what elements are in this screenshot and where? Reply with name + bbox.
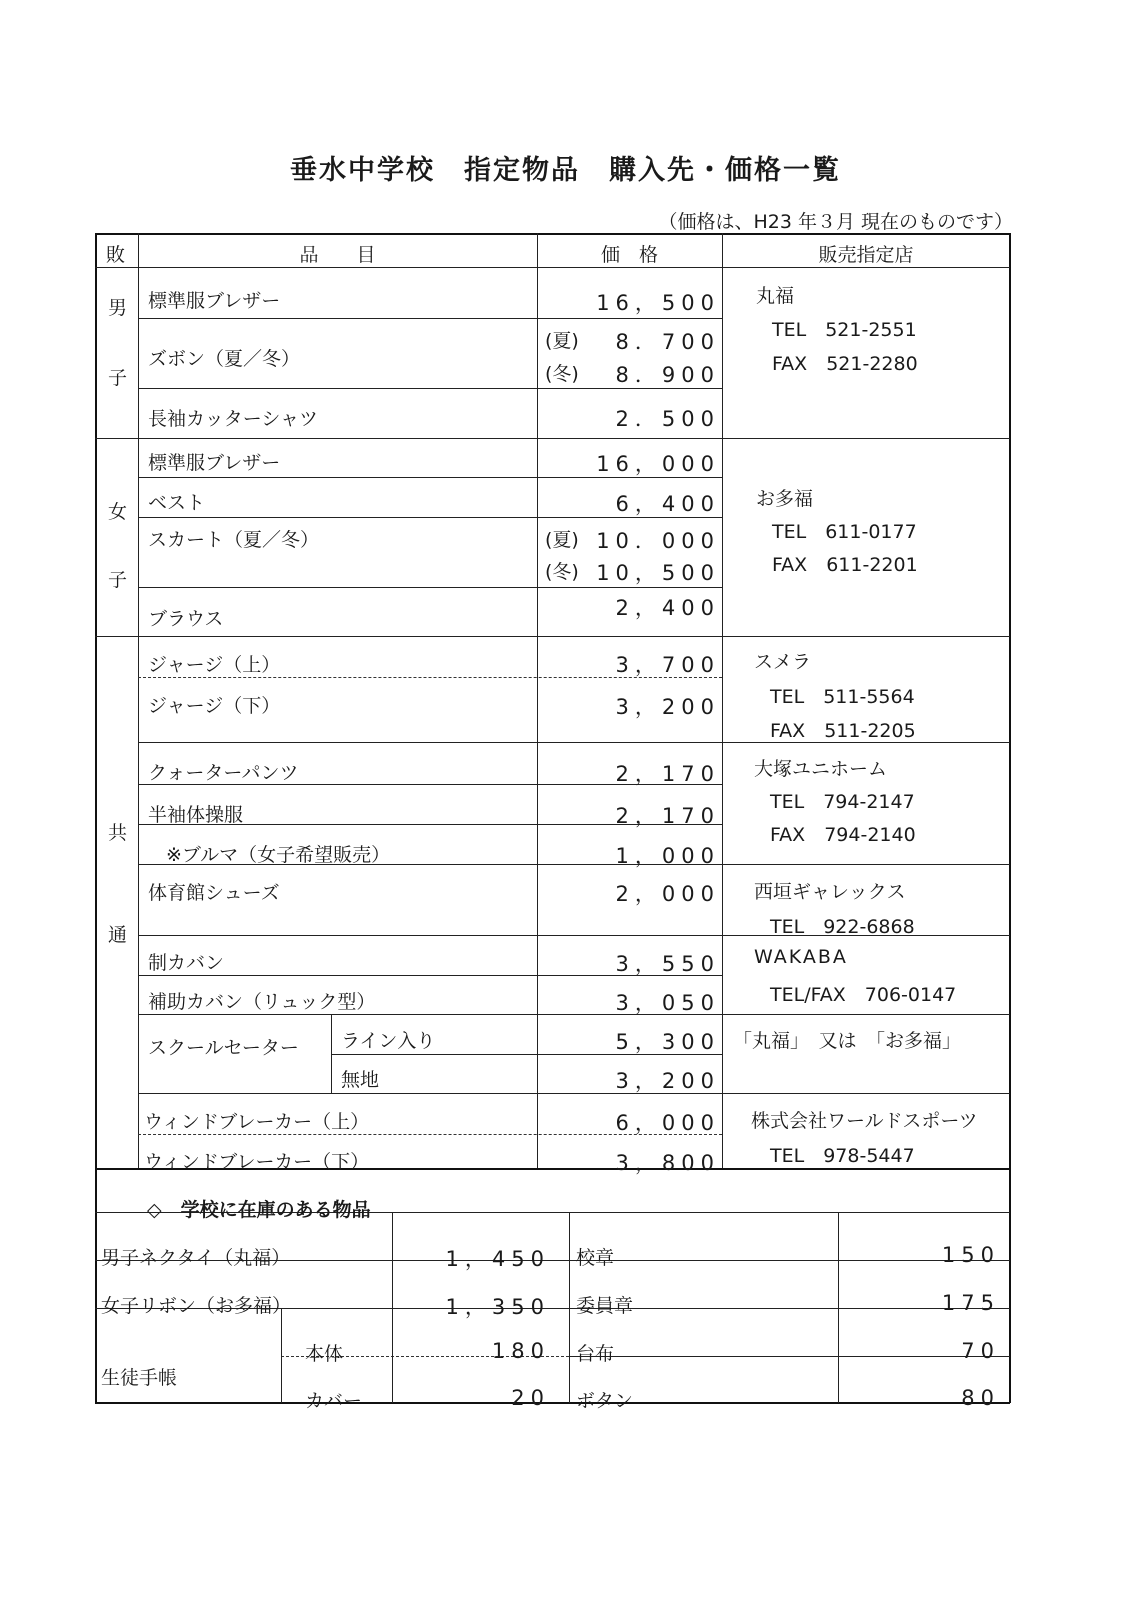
stock-item-name: 生徒手帳: [101, 1367, 178, 1389]
item-name: ウィンドブレーカー（下）: [144, 1151, 370, 1173]
store-fax: FAX 794-2140: [770, 824, 916, 846]
stock-heading: ◇ 学校に在庫のある物品: [147, 1199, 371, 1221]
store-name: 丸福: [756, 285, 795, 307]
stock-item-price: 180: [491, 1339, 550, 1363]
item-name: クォーターパンツ: [148, 762, 299, 784]
item-name: スクールセーター: [148, 1037, 299, 1059]
price-note: （価格は、H23 年３月 現在のものです）: [658, 211, 1013, 233]
store-fax: FAX 611-2201: [772, 554, 918, 576]
store-tel: TEL 794-2147: [770, 791, 915, 813]
item-price: 3，700: [615, 653, 720, 677]
stock-item-variant: カバー: [305, 1390, 363, 1412]
store-tel: TEL 511-5564: [770, 686, 915, 708]
item-price: 2，170: [615, 762, 720, 786]
stock-item-name: 台布: [576, 1343, 615, 1365]
item-name: スカート（夏／冬）: [148, 529, 320, 551]
item-price-winter: 8．900: [615, 363, 720, 387]
item-name: ジャージ（上）: [148, 654, 281, 676]
header-category: 敗: [106, 244, 126, 266]
item-price: 3，200: [615, 695, 720, 719]
item-name: 補助カバン（リュック型）: [148, 991, 376, 1013]
item-price-summer: 10．000: [596, 529, 720, 553]
item-price: 16，000: [596, 452, 720, 476]
season-summer: (夏): [545, 330, 579, 352]
item-price: 2．500: [615, 407, 720, 431]
store-name: スメラ: [754, 651, 812, 673]
item-price: 3，800: [615, 1151, 720, 1175]
item-name: ブラウス: [148, 608, 224, 630]
category-common-2: 通: [108, 924, 128, 946]
stock-item-price: 150: [941, 1243, 1000, 1267]
item-name: 制カバン: [148, 952, 225, 974]
stock-item-price: 1，350: [445, 1295, 550, 1319]
store-name: 大塚ユニホーム: [754, 758, 888, 780]
page-title: 垂水中学校 指定物品 購入先・価格一覧: [290, 155, 841, 186]
category-girls-1: 女: [108, 501, 128, 523]
stock-item-name: 女子リボン（お多福）: [101, 1295, 292, 1317]
item-price: 1，000: [615, 844, 720, 868]
category-girls-2: 子: [108, 569, 128, 591]
item-name: ベスト: [148, 492, 206, 514]
item-price: 2，400: [615, 596, 720, 620]
store-tel: TEL/FAX 706-0147: [770, 984, 957, 1006]
store-fax: FAX 521-2280: [772, 353, 918, 375]
store-name: 株式会社ワールドスポーツ: [751, 1110, 978, 1132]
stock-item-name: 男子ネクタイ（丸福）: [101, 1247, 291, 1269]
item-price: 16，500: [596, 291, 720, 315]
header-price: 価 格: [600, 244, 658, 266]
stock-item-price: 80: [961, 1386, 1000, 1410]
category-boys-1: 男: [108, 297, 128, 319]
category-common-1: 共: [108, 822, 128, 844]
item-price: 5，300: [615, 1030, 720, 1054]
store-name: WAKABA: [754, 946, 848, 968]
category-boys-2: 子: [108, 367, 128, 389]
season-summer: (夏): [545, 529, 579, 551]
item-price-winter: 10，500: [596, 561, 720, 585]
item-price: 6，400: [615, 492, 720, 516]
stock-item-price: 20: [511, 1386, 550, 1410]
store-fax: FAX 511-2205: [770, 720, 916, 742]
item-name: 体育館シューズ: [148, 882, 280, 904]
item-price: 6，000: [615, 1111, 720, 1135]
header-store: 販売指定店: [818, 244, 914, 266]
item-price: 3，050: [615, 991, 720, 1015]
store-name: 西垣ギャレックス: [754, 881, 906, 903]
item-price: 2，170: [615, 804, 720, 828]
season-winter: (冬): [545, 561, 579, 583]
item-variant: 無地: [341, 1069, 380, 1091]
store-tel: TEL 611-0177: [772, 521, 917, 543]
item-name: 半袖体操服: [148, 804, 244, 826]
item-name: ※ブルマ（女子希望販売）: [166, 844, 391, 866]
stock-item-price: 175: [941, 1291, 1000, 1315]
item-name: ウィンドブレーカー（上）: [144, 1111, 370, 1133]
item-name: ジャージ（下）: [148, 695, 281, 717]
item-price: 3，550: [615, 952, 720, 976]
item-name: ズボン（夏／冬）: [148, 348, 301, 370]
item-name: 標準服ブレザー: [148, 290, 281, 312]
stock-item-price: 1，450: [445, 1247, 550, 1271]
stock-item-name: 委員章: [576, 1295, 634, 1317]
item-variant: ライン入り: [341, 1030, 436, 1052]
item-price: 3，200: [615, 1069, 720, 1093]
season-winter: (冬): [545, 363, 579, 385]
stock-item-name: 校章: [576, 1247, 615, 1269]
stock-item-variant: 本体: [305, 1343, 344, 1365]
store-tel: TEL 978-5447: [770, 1145, 915, 1167]
stock-item-price: 70: [961, 1339, 1000, 1363]
stock-item-name: ボタン: [576, 1390, 634, 1412]
store-name: お多福: [756, 488, 814, 510]
store-tel: TEL 922-6868: [770, 916, 915, 938]
item-price: 2，000: [615, 882, 720, 906]
store-tel: TEL 521-2551: [772, 319, 917, 341]
header-item: 品 目: [299, 244, 376, 266]
item-price-summer: 8．700: [615, 330, 720, 354]
store-name: 「丸福」 又は 「お多福」: [733, 1030, 962, 1052]
item-name: 長袖カッターシャツ: [148, 408, 319, 430]
item-name: 標準服ブレザー: [148, 452, 281, 474]
